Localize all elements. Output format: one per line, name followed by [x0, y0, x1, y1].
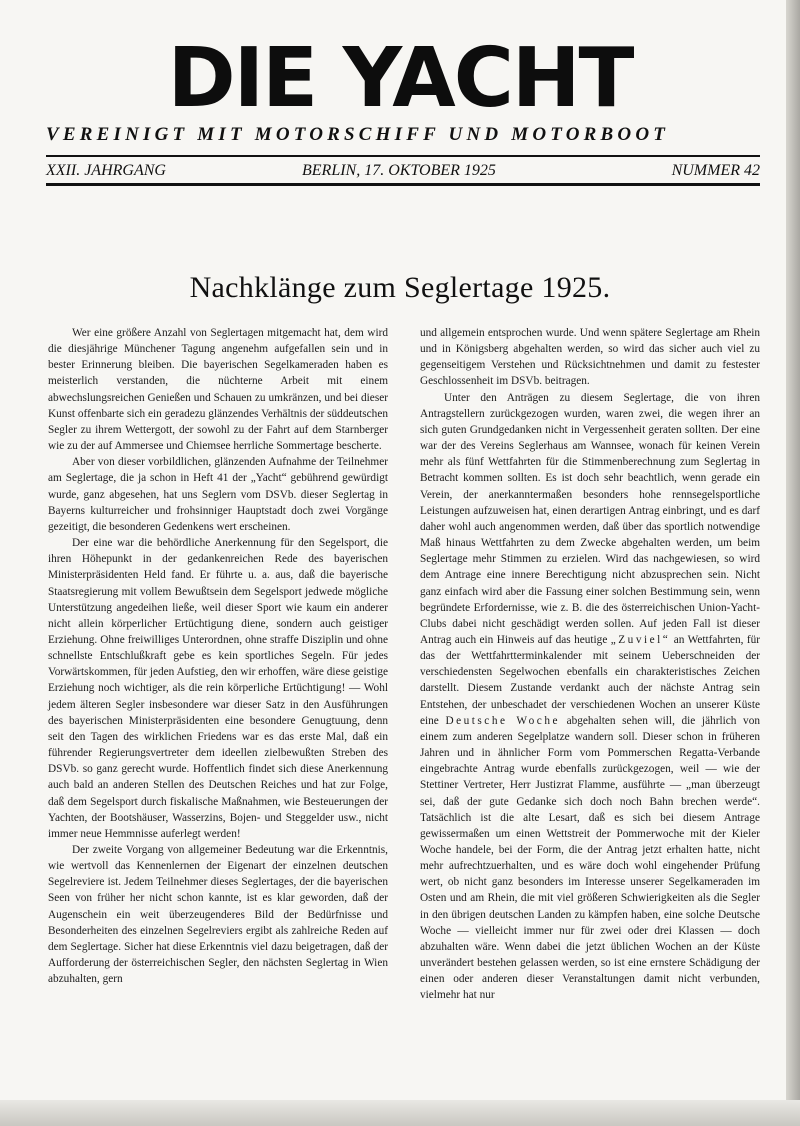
- article-paragraph: Der zweite Vorgang von allgemeiner Bedeutung war die Erkenntnis, wie wertvoll das Kennenlernen der Eigenart der einzelnen deutschen Segelreviere ist. Jedem Teilnehmer dieses Seglertages, der die bayerischen Seen von früher her nicht schon kannte, ist es klar geworden, daß der Augenschein ein weit überzeugenderes Bild der Bedürfnisse und Besonderheiten des einzelnen Segelreviers ergibt als zahlreiche Reden auf dem Seglertage. Sicher hat diese Erkenntnis viel dazu beigetragen, daß der Aufforderung der österreichischen Segler, den nächsten Seglertag in Wien abzuhalten, gern: [48, 844, 388, 986]
- article-title: Nachklänge zum Seglertage 1925.: [189, 271, 611, 304]
- article-column-left: [48, 325, 388, 987]
- emphasis-deutsche-woche: Deutsche Woche: [445, 714, 560, 727]
- article-paragraph: Der eine war die behördliche Anerkennung für den Segelsport, die ihren Höhepunkt in der gedankenreichen Rede des bayerischen Ministerpräsidenten Held fand. Er führte u. a. aus, daß die bayerische Staatsregierung mit vollem Bewußtsein dem Segelsport jedwede mögliche Unterstützung angedeihen ließe, weil dieser Sport wie kaum ein anderer nicht allein körperlicher Ertüchtigung diene, sondern auch geistiger Erziehung. Ohne freiwilliges Unterordnen, ohne straffe Disziplin und ohne schnellste Entschlußkraft gebe es kein sportliches Segeln. Für jedes Vorwärtskommen, für jeden Aufstieg, den wir erhoffen, wäre diese geistige Erziehung noch wichtiger, als die rein körperliche Ertüchtigung! — Wohl jedem älteren Segler insbesondere war dieser Satz in den Ausführungen des bayerischen Ministerpräsidenten eine besondere Genugtuung, denn seit den Tagen des wirklichen Friedens war es das erste Mal, daß ein führender Regierungsvertreter dem ideellen zielbewußten Streben des DSVb. so ganz gerecht wurde. Hoffentlich findet sich diese Anerkennung auch bald an anderen Stellen des Deutschen Reiches und hat zur Folge, daß dem Segelsport durch fiskalische Maßnahmen, wie Besteuerungen der Yachten, der Bootshäuser, Wasserzins, Bojen- und Steggelder usw., nicht immer neue Hemmnisse auferlegt werden!: [48, 537, 388, 840]
- issue-line: [46, 160, 760, 182]
- masthead-subtitle: VEREINIGT MIT MOTORSCHIFF UND MOTORBOOT: [46, 124, 670, 145]
- article-paragraph: Wer eine größere Anzahl von Seglertagen mitgemacht hat, dem wird die diesjährige Münchener Tagung angenehm aufgefallen sein und in bester Erinnerung bleiben. Die bayerischen Segelkameraden haben es meisterlich verstanden, die nüchterne Arbeit mit einem abwechslungsreichen Genießen und Schauen zu umkränzen, und bei dieser Kunst offenbarte sich ein geradezu glänzendes Verhältnis der süddeutschen Segler zu ihrem Wettergott, der sowohl zu der Fahrt auf dem Starnberger wie zu der auf Ammersee und Chiemsee herrliche Sommertage bescherte.: [48, 327, 388, 453]
- issue-volume: XXII. JAHRGANG: [46, 162, 166, 179]
- article-column-right: [420, 325, 760, 1004]
- masthead-rule-top: [46, 155, 760, 157]
- issue-date: BERLIN, 17. OKTOBER 1925: [302, 162, 496, 179]
- issue-number: NUMMER 42: [671, 162, 760, 179]
- masthead-rule-bottom: [46, 183, 760, 186]
- article-text: abgehalten sehen will, die jährlich von einem zum anderen Segelplatze wandern soll. Dieser schon in früheren Jahren und in ähnlicher Form vom Pommerschen Regatta-Verbande eingebrachte Antrag wurde ebenfalls zurückgezogen, weil — wie der Stettiner Vertreter, Herr Justizrat Flamme, ausführte — „man überzeugt sei, daß der gute Gedanke sich doch noch Bahn brechen werde“. Tatsächlich ist die alte Lesart, daß es sich bei diesem Antrage gewissermaßen um einen Wettstreit der Pommerwoche mit der Kieler Woche handele, bei der Form, die der Antrag jetzt erhalten hatte, nicht mehr aufrechtzuerhalten, und es wäre doch wohl eingehender Prüfung wert, ob nicht ganz besonders im Interesse unserer Segelkameraden im Osten und am Rhein, die mit viel größeren Schwierigkeiten als die Segler in den übrigen deutschen Landen zu kämpfen haben, eine solche Deutsche Woche — vielleicht immer nur für zwei oder drei Klassen — doch abzuhalten wäre. Wenn dabei die jetzt üblichen Wochen an der Küste unverändert bestehen gelassen werden, so ist eine ernstere Schädigung der einen oder anderen dieser Veranstaltungen damit nicht verbunden, vielmehr hat nur: [420, 714, 760, 1002]
- article-paragraph: [420, 390, 760, 1004]
- masthead-title: DIE YACHT: [167, 31, 633, 126]
- scan-edge-bottom: [0, 1100, 800, 1126]
- article-text: an Wettfahrten, für das der Wettfahrtterminkalender mit seinem Ueberschneiden der verschiedensten Segelwochen ebenfalls ein charakteristisches Zeichen darstellt. Diesem Zustande verdankt auch der nächste Antrag sein Entstehen, der unbeschadet der verschiedenen Wochen an unserer Küste eine: [420, 633, 761, 727]
- article-paragraph: und allgemein entsprochen wurde. Und wenn spätere Seglertage am Rhein und in Königsberg abgehalten werden, so wird das sicher auch viel zu gegenseitigem Verstehen und Rücksichtnehmen und damit zu festester Geschlossenheit im DSVb. beitragen.: [420, 327, 760, 388]
- scan-edge-right: [786, 0, 800, 1126]
- article-text: Unter den Anträgen zu diesem Seglertage, die von ihren Antragstellern zurückgezogen wurden, waren zwei, die wegen ihrer an sich guten Grundgedanken nicht in Vergessenheit geraten sollten. Der eine war der des Vereins Seglerhaus am Wannsee, wonach für keinen Verein mehr als fünf Wettfahrten für die Stimmenberechnung zum Seglertag in Betracht kommen sollten. Es ist doch sehr beachtlich, wenn gerade ein Verein, der anerkanntermaßen besonders hohe rennsegelsportliche Leistungen aufzuweisen hat, einen derartigen Antrag einbringt, und es darf daher wohl auch angenommen werden, daß über das sportlich notwendige Maß hinaus Wettfahrten zu dem Zwecke abgehalten werden, um beim Seglertage mehr Stimmen zu erzielen. Wird das nachgewiesen, so wird dem Antrage eine innere Berechtigung nicht abzusprechen sein. Nicht ganz einfach wird aber die Fassung einer solchen Bestimmung sein, wenn begründete Erfordernisse, wie z. B. die des österreichischen Union-Yacht-Clubs dabei nicht geschädigt werden sollen. Auf jeden Fall ist dieser Antrag auch ein Hinweis auf das heutige: [420, 391, 760, 646]
- emphasis-zuviel: „Zuviel“: [610, 633, 671, 646]
- article-paragraph: Aber von dieser vorbildlichen, glänzenden Aufnahme der Teilnehmer am Seglertage, die ja schon in Heft 41 der „Yacht“ gebührend gewürdigt wurde, ganz abgesehen, hat uns Seglern vom DSVb. dieser Seglertag in Bayerns kulturreicher und frohsinniger Hauptstadt doch zwei Vorgänge gezeitigt, die besonderen Gedenkens wert erscheinen.: [48, 456, 388, 533]
